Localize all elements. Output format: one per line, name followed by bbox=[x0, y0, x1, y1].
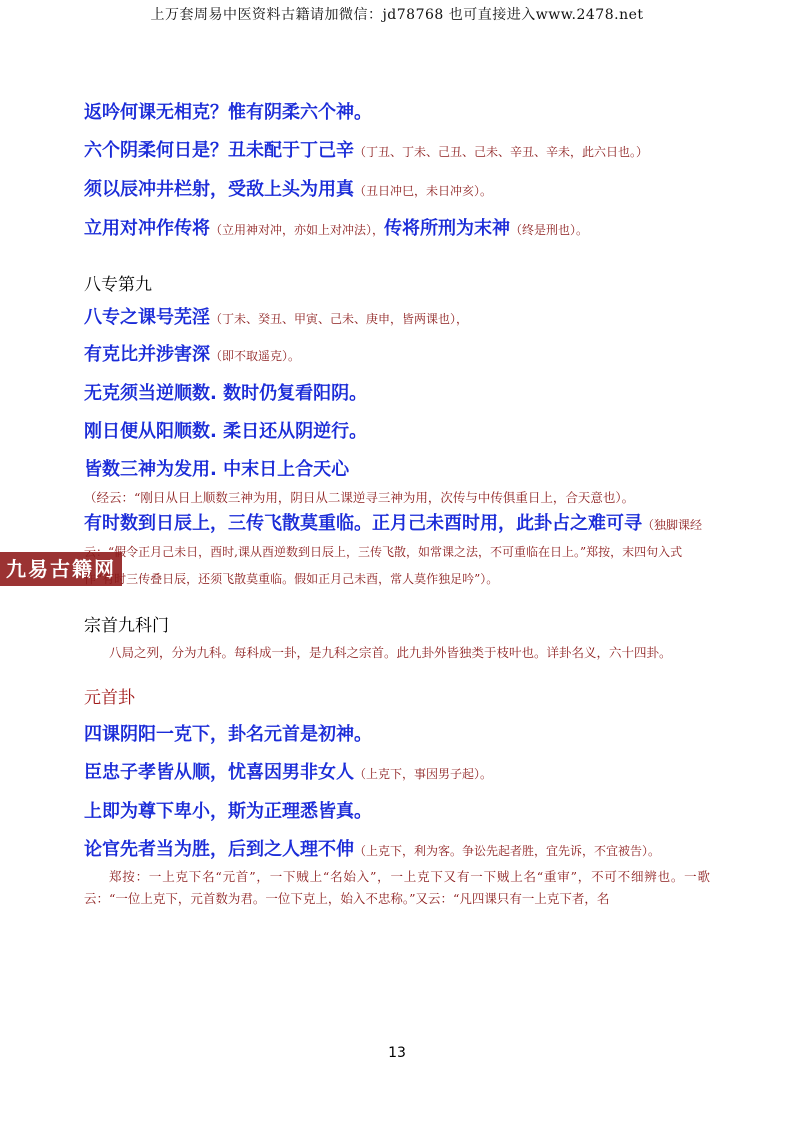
commentary-paragraph: 八局之列，分为九科。每科成一卦，是九科之宗首。此九卦外皆独类于枝叶也。详卦名义，六十四卦。 bbox=[109, 645, 672, 660]
verse-text: 臣忠子孝皆从顺，忧喜因男非女人 bbox=[84, 762, 354, 783]
verse-text: 须以辰冲井栏射，受敌上头为用真 bbox=[84, 179, 354, 200]
page-body bbox=[84, 100, 710, 910]
verse-text: 有时数到日辰上，三传飞散莫重临。正月己未酉时用，此卦占之难可寻 bbox=[84, 513, 642, 534]
verse-text: 返吟何课无相克？惟有阴柔六个神。 bbox=[84, 102, 372, 123]
verse-note: （丑日冲巳，未日冲亥）。 bbox=[354, 184, 493, 198]
verse-line bbox=[84, 457, 710, 483]
verse-note: （独脚课经云：“假令正月己未日，酉时,课从酉逆数到日辰上，三传飞散，如常课之法，不可重临在日上。”郑按，末四句入式作“有时三传叠日辰，还须飞散莫重临。假如正月己未酉，常人莫作独足吟”）。 bbox=[84, 518, 703, 586]
verse-note: （上克下，利为客。争讼先起者胜，宜先诉，不宜被告）。 bbox=[354, 844, 661, 858]
section-heading: 宗首九科门 bbox=[84, 616, 169, 636]
verse-line bbox=[84, 138, 710, 165]
commentary-paragraph: （经云：“刚日从日上顺数三神为用，阴日从二课逆寻三神为用，次传与中传俱重日上，合天意也）。 bbox=[84, 490, 635, 505]
verse-note: （丁丑、丁未、己丑、己未、辛丑、辛未，此六日也。） bbox=[354, 145, 649, 159]
verse-line bbox=[84, 100, 710, 126]
verse-text: 立用对冲作传将 bbox=[84, 218, 210, 239]
verse-line bbox=[84, 760, 710, 787]
verse-line bbox=[84, 722, 710, 748]
verse-line bbox=[84, 419, 710, 445]
verse-note: （即不取遥克）。 bbox=[210, 349, 301, 363]
verse-line bbox=[84, 837, 710, 864]
verse-line bbox=[84, 216, 710, 243]
verse-text: 六个阴柔何日是？丑未配于丁己辛 bbox=[84, 140, 354, 161]
verse-text: 上即为尊下卑小，斯为正理悉皆真。 bbox=[84, 801, 372, 822]
commentary-paragraph: 郑按：一上克下名“元首”，一下贼上“名始入”，一上克下又有一下贼上名“重审”，不可不细辨也。一歌云：“一位上克下，元首数为君。一位下克上，始入不忠称。”又云：“凡四课只有一上克下者，名 bbox=[84, 869, 710, 906]
verse-text: 刚日便从阳顺数. 柔日还从阴逆行。 bbox=[84, 421, 368, 442]
verse-text: 八专之课号芜淫 bbox=[84, 307, 210, 328]
verse-text: 论官先者当为胜，后到之人理不伸 bbox=[84, 839, 354, 860]
verse-text: 皆数三神为发用. 中末日上合天心 bbox=[84, 459, 350, 480]
verse-text: 无克须当逆顺数. 数时仍复看阳阴。 bbox=[84, 383, 368, 404]
section-heading: 八专第九 bbox=[84, 275, 152, 295]
verse-note: （丁未、癸丑、甲寅、己未、庚申，皆两课也）， bbox=[210, 312, 469, 326]
page-header: 上万套周易中医资料古籍请加微信：jd78768 也可直接进入www.2478.net bbox=[150, 7, 644, 23]
page-number: 13 bbox=[388, 1045, 406, 1061]
verse-line bbox=[84, 799, 710, 825]
verse-line bbox=[84, 177, 710, 204]
verse-line bbox=[84, 305, 710, 332]
watermark-logo: 九易古籍网 bbox=[0, 552, 122, 586]
verse-line bbox=[84, 381, 710, 407]
verse-line bbox=[84, 511, 710, 592]
verse-text: 四课阴阳一克下，卦名元首是初神。 bbox=[84, 724, 372, 745]
verse-note: （立用神对冲，亦如上对冲法）， bbox=[210, 223, 385, 237]
verse-text: 有克比并涉害深 bbox=[84, 344, 210, 365]
section-heading: 元首卦 bbox=[84, 688, 135, 708]
verse-line bbox=[84, 342, 710, 369]
verse-text: 传将所刑为末神 bbox=[384, 218, 511, 239]
verse-note: （上克下，事因男子起）。 bbox=[354, 767, 493, 781]
verse-note: （终是刑也）。 bbox=[510, 223, 589, 237]
